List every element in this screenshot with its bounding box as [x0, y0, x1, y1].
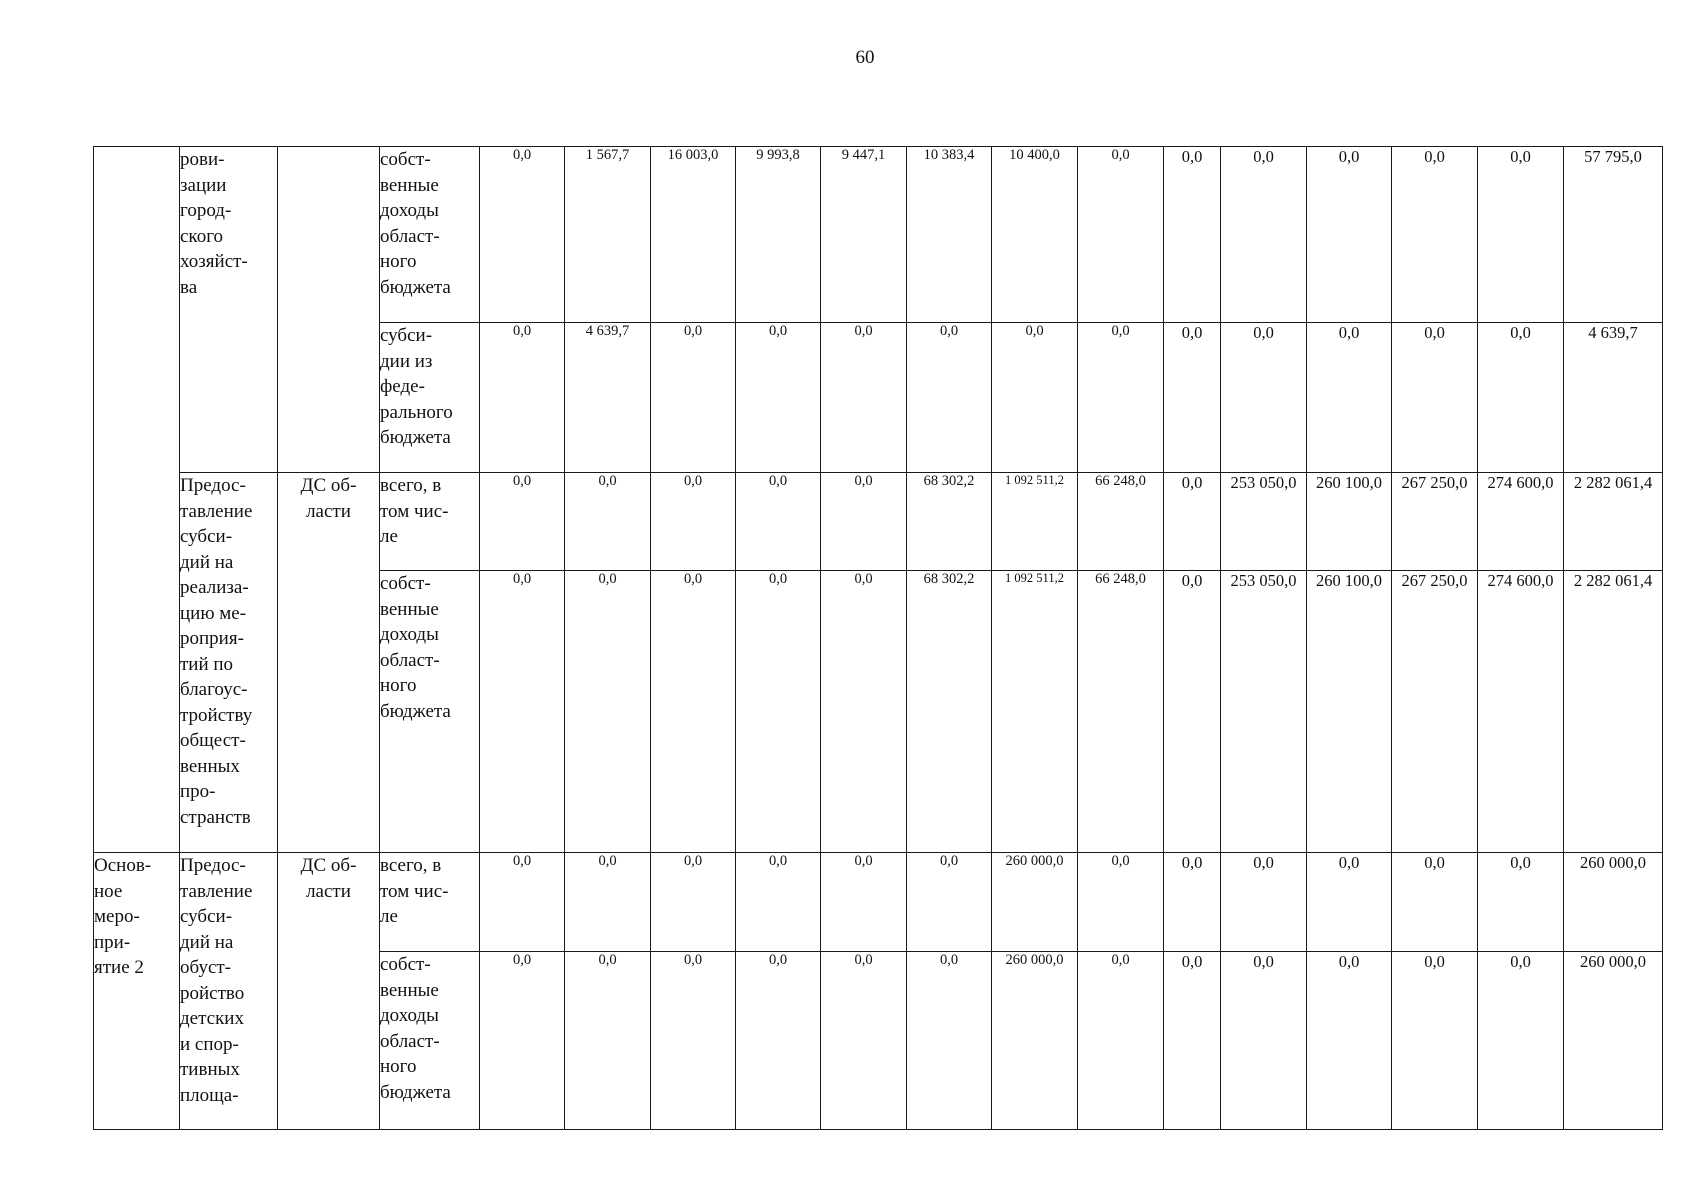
value-cell: 0,0 [907, 952, 992, 1130]
responsible-cell: ДС об- ласти [278, 853, 380, 1130]
value-cell: 0,0 [1221, 853, 1307, 952]
value-cell: 0,0 [907, 853, 992, 952]
funding-source-cell: субси- дии из феде- рального бюджета [380, 323, 480, 473]
funding-source-cell: всего, в том чис- ле [380, 853, 480, 952]
value-cell: 0,0 [1478, 952, 1564, 1130]
value-cell: 0,0 [1078, 853, 1164, 952]
table-row [94, 473, 1663, 571]
budget-table [93, 146, 1663, 1130]
value-cell: 9 993,8 [736, 147, 821, 323]
value-cell: 253 050,0 [1221, 473, 1307, 571]
value-cell: 0,0 [1392, 323, 1478, 473]
value-cell: 57 795,0 [1564, 147, 1663, 323]
value-cell: 0,0 [480, 473, 565, 571]
value-cell: 0,0 [1221, 952, 1307, 1130]
value-cell: 0,0 [480, 571, 565, 853]
value-cell: 0,0 [736, 323, 821, 473]
value-cell: 0,0 [1221, 147, 1307, 323]
responsible-cell [278, 147, 380, 473]
value-cell: 0,0 [565, 473, 651, 571]
value-cell: 274 600,0 [1478, 571, 1564, 853]
value-cell: 0,0 [821, 853, 907, 952]
measure-cell [94, 147, 180, 853]
activity-cell: Предос- тавление субси- дий на реализа- цию ме- роприя- тий по благоус- тройству общест- венных про- странств [180, 473, 278, 853]
value-cell: 0,0 [651, 473, 736, 571]
activity-cell: рови- зации город- ского хозяйст- ва [180, 147, 278, 473]
value-cell: 2 282 061,4 [1564, 571, 1663, 853]
value-cell: 0,0 [1078, 147, 1164, 323]
value-cell: 0,0 [565, 571, 651, 853]
value-cell: 10 400,0 [992, 147, 1078, 323]
value-cell: 0,0 [1164, 853, 1221, 952]
funding-source-cell: собст- венные доходы област- ного бюджета [380, 571, 480, 853]
value-cell: 0,0 [736, 853, 821, 952]
value-cell: 0,0 [1164, 323, 1221, 473]
table-row [94, 853, 1663, 952]
value-cell: 4 639,7 [1564, 323, 1663, 473]
value-cell: 0,0 [480, 147, 565, 323]
value-cell: 0,0 [1078, 323, 1164, 473]
value-cell: 0,0 [736, 473, 821, 571]
value-cell: 0,0 [992, 323, 1078, 473]
value-cell: 66 248,0 [1078, 473, 1164, 571]
value-cell: 68 302,2 [907, 571, 992, 853]
page-number: 60 [855, 47, 875, 68]
value-cell: 260 100,0 [1307, 473, 1392, 571]
value-cell: 0,0 [907, 323, 992, 473]
value-cell: 0,0 [1307, 853, 1392, 952]
value-cell: 260 100,0 [1307, 571, 1392, 853]
value-cell: 0,0 [1392, 952, 1478, 1130]
value-cell: 4 639,7 [565, 323, 651, 473]
value-cell: 0,0 [565, 952, 651, 1130]
value-cell: 1 092 511,2 [992, 473, 1078, 571]
value-cell: 0,0 [651, 571, 736, 853]
responsible-cell: ДС об- ласти [278, 473, 380, 853]
value-cell: 0,0 [651, 952, 736, 1130]
value-cell: 0,0 [1478, 147, 1564, 323]
value-cell: 253 050,0 [1221, 571, 1307, 853]
value-cell: 66 248,0 [1078, 571, 1164, 853]
value-cell: 260 000,0 [992, 952, 1078, 1130]
funding-source-cell: собст- венные доходы област- ного бюджета [380, 952, 480, 1130]
value-cell: 260 000,0 [992, 853, 1078, 952]
value-cell: 0,0 [821, 473, 907, 571]
value-cell: 1 092 511,2 [992, 571, 1078, 853]
value-cell: 0,0 [1307, 952, 1392, 1130]
value-cell: 0,0 [736, 952, 821, 1130]
value-cell: 0,0 [480, 323, 565, 473]
value-cell: 0,0 [1478, 853, 1564, 952]
value-cell: 0,0 [1164, 952, 1221, 1130]
value-cell: 0,0 [1164, 147, 1221, 323]
value-cell: 0,0 [480, 853, 565, 952]
value-cell: 260 000,0 [1564, 853, 1663, 952]
value-cell: 0,0 [1392, 853, 1478, 952]
value-cell: 0,0 [565, 853, 651, 952]
activity-cell: Предос- тавление субси- дий на обуст- ройство детских и спор- тивных площа- [180, 853, 278, 1130]
value-cell: 0,0 [1307, 147, 1392, 323]
value-cell: 0,0 [651, 323, 736, 473]
table-row [94, 147, 1663, 323]
value-cell: 267 250,0 [1392, 473, 1478, 571]
value-cell: 0,0 [1164, 571, 1221, 853]
value-cell: 10 383,4 [907, 147, 992, 323]
value-cell: 0,0 [1307, 323, 1392, 473]
value-cell: 9 447,1 [821, 147, 907, 323]
value-cell: 0,0 [736, 571, 821, 853]
value-cell: 0,0 [821, 571, 907, 853]
value-cell: 1 567,7 [565, 147, 651, 323]
measure-cell: Основ- ное меро- при- ятие 2 [94, 853, 180, 1130]
value-cell: 0,0 [821, 323, 907, 473]
value-cell: 260 000,0 [1564, 952, 1663, 1130]
value-cell: 2 282 061,4 [1564, 473, 1663, 571]
funding-source-cell: собст- венные доходы област- ного бюджета [380, 147, 480, 323]
value-cell: 0,0 [1392, 147, 1478, 323]
funding-source-cell: всего, в том чис- ле [380, 473, 480, 571]
value-cell: 68 302,2 [907, 473, 992, 571]
value-cell: 0,0 [1478, 323, 1564, 473]
value-cell: 0,0 [651, 853, 736, 952]
value-cell: 0,0 [1164, 473, 1221, 571]
value-cell: 16 003,0 [651, 147, 736, 323]
value-cell: 0,0 [1078, 952, 1164, 1130]
value-cell: 267 250,0 [1392, 571, 1478, 853]
value-cell: 0,0 [1221, 323, 1307, 473]
value-cell: 0,0 [821, 952, 907, 1130]
value-cell: 0,0 [480, 952, 565, 1130]
value-cell: 274 600,0 [1478, 473, 1564, 571]
